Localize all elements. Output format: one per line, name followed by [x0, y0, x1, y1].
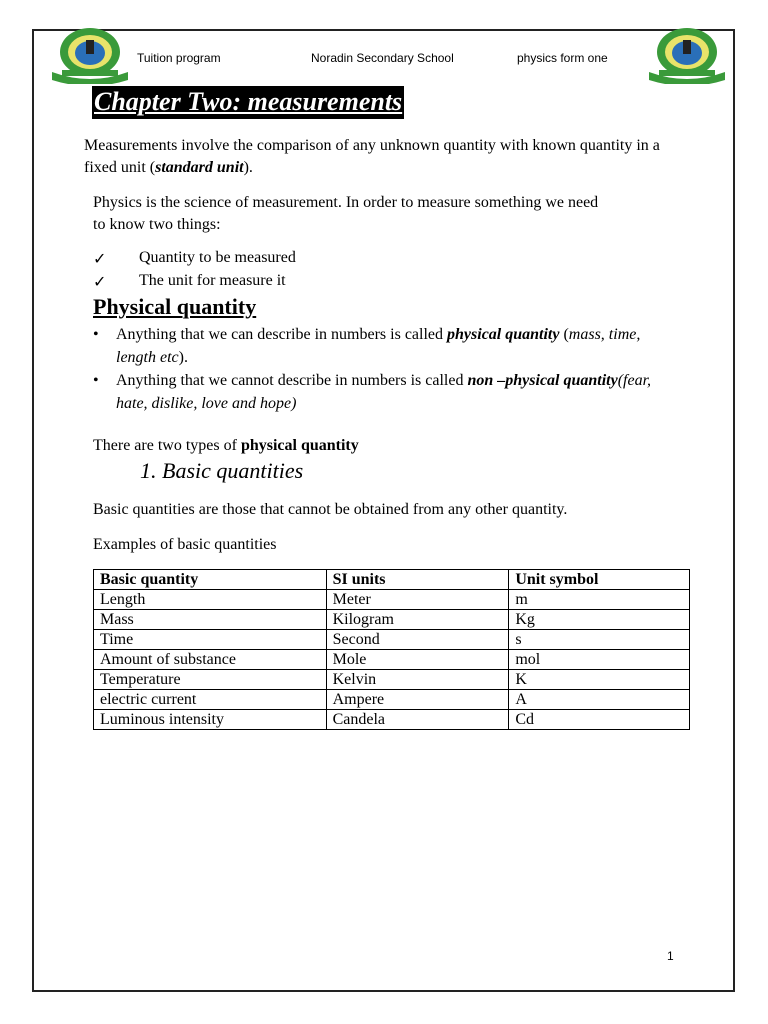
checkmark-icon: ✓	[93, 251, 107, 268]
table-cell: m	[509, 590, 690, 610]
table-cell: Meter	[326, 590, 509, 610]
column-header: SI units	[326, 570, 509, 590]
table-cell: Luminous intensity	[94, 710, 327, 730]
table-cell: Ampere	[326, 690, 509, 710]
table-cell: Mass	[94, 610, 327, 630]
table-row	[94, 690, 690, 710]
table-cell: Kg	[509, 610, 690, 630]
column-header: Basic quantity	[94, 570, 327, 590]
basic-quantities-table	[93, 569, 690, 730]
header-right: physics form one	[517, 51, 608, 65]
section-heading: Physical quantity	[93, 294, 257, 319]
table-cell: Second	[326, 630, 509, 650]
table-row	[94, 710, 690, 730]
table-cell: mol	[509, 650, 690, 670]
chapter-title: Chapter Two: measurements	[92, 86, 404, 119]
column-header: Unit symbol	[509, 570, 690, 590]
school-crest-icon-right	[645, 26, 729, 84]
table-row	[94, 670, 690, 690]
table-row	[94, 650, 690, 670]
table-cell: s	[509, 630, 690, 650]
table-row	[94, 630, 690, 650]
table-cell: K	[509, 670, 690, 690]
table-cell: A	[509, 690, 690, 710]
table-cell: electric current	[94, 690, 327, 710]
table-cell: Time	[94, 630, 327, 650]
checkmark-icon: ✓	[93, 274, 107, 291]
table-cell: Kilogram	[326, 610, 509, 630]
header-left: Tuition program	[137, 51, 221, 65]
types-line: There are two types of physical quantity	[93, 437, 359, 454]
list-item: • Anything that we can describe in numbers is called physical quantity (mass, time, length etc).	[93, 323, 683, 369]
table-cell: Mole	[326, 650, 509, 670]
table-cell: Length	[94, 590, 327, 610]
table-cell: Amount of substance	[94, 650, 327, 670]
table-row	[94, 590, 690, 610]
table-header-row	[94, 570, 690, 590]
bullet-list	[93, 323, 683, 415]
list-item: • Anything that we cannot describe in numbers is called non –physical quantity(fear, hate, dislike, love and hope)	[93, 369, 683, 415]
page-number: 1	[667, 949, 674, 963]
table-row	[94, 610, 690, 630]
table-cell: Cd	[509, 710, 690, 730]
table-cell: Kelvin	[326, 670, 509, 690]
table-cell: Candela	[326, 710, 509, 730]
subheading-basic-quantities: 1. Basic quantities	[140, 458, 304, 483]
intro-paragraph: Measurements involve the comparison of any unknown quantity with known quantity in a fixed unit (standard unit).	[84, 137, 660, 176]
examples-label: Examples of basic quantities	[93, 536, 277, 553]
physics-paragraph: Physics is the science of measurement. In order to measure something we need to know two things:	[93, 194, 599, 233]
header-center: Noradin Secondary School	[311, 51, 454, 65]
basic-definition: Basic quantities are those that cannot be obtained from any other quantity.	[93, 501, 568, 518]
table-cell: Temperature	[94, 670, 327, 690]
school-crest-icon-left	[48, 26, 132, 84]
